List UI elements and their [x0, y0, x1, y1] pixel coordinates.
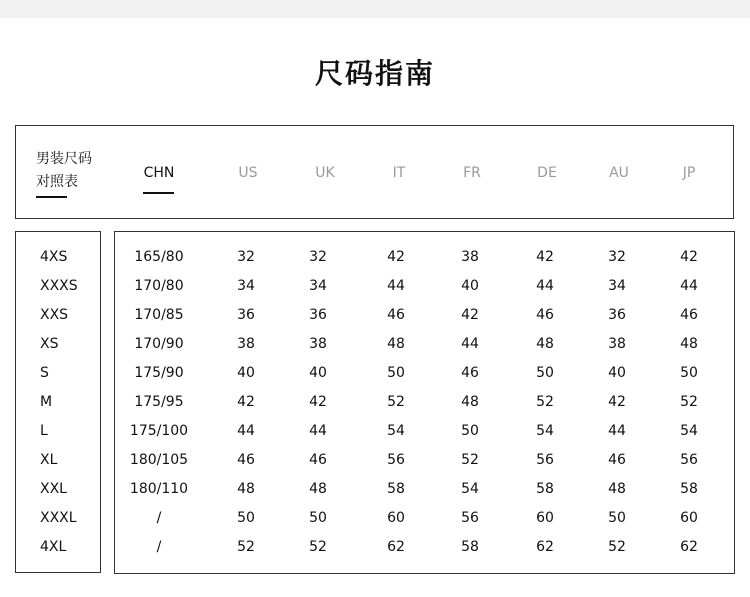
- table-row: [115, 243, 734, 272]
- table-cell-uk: 34: [309, 278, 327, 294]
- table-cell-fr: 56: [461, 510, 479, 526]
- table-row: [115, 272, 734, 301]
- table-cell-jp: 56: [680, 452, 698, 468]
- table-cell-au: 48: [608, 481, 626, 497]
- table-row: [115, 301, 734, 330]
- table-cell-us: 42: [237, 394, 255, 410]
- column-header-uk[interactable]: UK: [315, 165, 335, 181]
- chart-label-underline: [36, 196, 67, 198]
- table-cell-it: 46: [387, 307, 405, 323]
- table-cell-it: 42: [387, 249, 405, 265]
- column-header-au[interactable]: AU: [609, 165, 629, 181]
- table-cell-fr: 52: [461, 452, 479, 468]
- table-cell-de: 50: [536, 365, 554, 381]
- table-cell-fr: 48: [461, 394, 479, 410]
- table-cell-jp: 46: [680, 307, 698, 323]
- table-cell-au: 40: [608, 365, 626, 381]
- table-cell-it: 60: [387, 510, 405, 526]
- column-header-it[interactable]: IT: [392, 165, 406, 181]
- size-label: M: [40, 394, 53, 410]
- table-cell-au: 32: [608, 249, 626, 265]
- size-label: L: [40, 423, 48, 439]
- table-cell-us: 50: [237, 510, 255, 526]
- table-cell-chn: 170/80: [134, 278, 184, 294]
- table-cell-jp: 52: [680, 394, 698, 410]
- table-cell-jp: 42: [680, 249, 698, 265]
- table-cell-chn: 165/80: [134, 249, 184, 265]
- table-cell-jp: 58: [680, 481, 698, 497]
- size-label: XS: [40, 336, 59, 352]
- table-cell-chn: /: [156, 539, 162, 555]
- table-cell-us: 46: [237, 452, 255, 468]
- chart-label-line2: 对照表: [36, 174, 78, 190]
- table-cell-de: 60: [536, 510, 554, 526]
- active-column-underline: [143, 192, 174, 194]
- table-cell-it: 52: [387, 394, 405, 410]
- table-cell-uk: 32: [309, 249, 327, 265]
- table-cell-au: 42: [608, 394, 626, 410]
- column-header-fr[interactable]: FR: [463, 165, 481, 181]
- table-cell-fr: 54: [461, 481, 479, 497]
- table-cell-fr: 46: [461, 365, 479, 381]
- size-chart-header: [15, 125, 734, 219]
- table-row: [115, 533, 734, 562]
- table-cell-fr: 38: [461, 249, 479, 265]
- table-cell-it: 48: [387, 336, 405, 352]
- column-header-us[interactable]: US: [238, 165, 258, 181]
- table-cell-chn: 175/100: [129, 423, 189, 439]
- table-row: [115, 446, 734, 475]
- table-cell-au: 34: [608, 278, 626, 294]
- table-cell-chn: /: [156, 510, 162, 526]
- table-cell-us: 48: [237, 481, 255, 497]
- table-cell-it: 44: [387, 278, 405, 294]
- table-cell-fr: 40: [461, 278, 479, 294]
- size-label: XXXS: [40, 278, 78, 294]
- table-cell-au: 50: [608, 510, 626, 526]
- table-cell-uk: 44: [309, 423, 327, 439]
- table-cell-it: 62: [387, 539, 405, 555]
- table-cell-uk: 36: [309, 307, 327, 323]
- table-row: [115, 417, 734, 446]
- table-cell-us: 44: [237, 423, 255, 439]
- table-cell-de: 44: [536, 278, 554, 294]
- table-cell-de: 54: [536, 423, 554, 439]
- table-cell-uk: 40: [309, 365, 327, 381]
- table-cell-us: 34: [237, 278, 255, 294]
- size-label: XL: [40, 452, 58, 468]
- table-cell-it: 54: [387, 423, 405, 439]
- table-cell-jp: 54: [680, 423, 698, 439]
- table-cell-chn: 175/90: [134, 365, 184, 381]
- table-row: [115, 359, 734, 388]
- table-row: [115, 330, 734, 359]
- table-row: [115, 475, 734, 504]
- page-title: 尺码指南: [314, 57, 435, 90]
- table-cell-de: 62: [536, 539, 554, 555]
- table-cell-uk: 46: [309, 452, 327, 468]
- table-cell-de: 52: [536, 394, 554, 410]
- size-column: [15, 231, 101, 573]
- table-cell-uk: 42: [309, 394, 327, 410]
- table-cell-chn: 175/95: [134, 394, 184, 410]
- table-cell-it: 58: [387, 481, 405, 497]
- size-label: S: [40, 365, 49, 381]
- chart-label-line1: 男装尺码: [36, 151, 92, 167]
- table-cell-au: 36: [608, 307, 626, 323]
- table-cell-it: 56: [387, 452, 405, 468]
- size-label: XXL: [40, 481, 67, 497]
- table-cell-de: 46: [536, 307, 554, 323]
- top-bar: [0, 0, 750, 18]
- table-cell-us: 38: [237, 336, 255, 352]
- table-cell-us: 32: [237, 249, 255, 265]
- table-cell-fr: 44: [461, 336, 479, 352]
- size-label: XXS: [40, 307, 69, 323]
- table-row: [115, 504, 734, 533]
- table-cell-jp: 60: [680, 510, 698, 526]
- table-cell-jp: 50: [680, 365, 698, 381]
- table-cell-jp: 62: [680, 539, 698, 555]
- table-cell-chn: 170/90: [134, 336, 184, 352]
- table-cell-chn: 180/105: [129, 452, 189, 468]
- table-cell-au: 38: [608, 336, 626, 352]
- table-cell-de: 48: [536, 336, 554, 352]
- size-label: 4XS: [40, 249, 68, 265]
- table-cell-it: 50: [387, 365, 405, 381]
- table-cell-jp: 48: [680, 336, 698, 352]
- table-cell-chn: 180/110: [129, 481, 189, 497]
- table-cell-fr: 42: [461, 307, 479, 323]
- size-table: [114, 231, 735, 574]
- table-cell-uk: 52: [309, 539, 327, 555]
- column-header-de[interactable]: DE: [537, 165, 557, 181]
- table-cell-uk: 48: [309, 481, 327, 497]
- table-cell-us: 40: [237, 365, 255, 381]
- table-cell-au: 52: [608, 539, 626, 555]
- table-cell-au: 44: [608, 423, 626, 439]
- table-cell-uk: 38: [309, 336, 327, 352]
- size-label: 4XL: [40, 539, 67, 555]
- column-header-chn[interactable]: CHN: [143, 165, 175, 181]
- table-cell-fr: 58: [461, 539, 479, 555]
- table-cell-us: 52: [237, 539, 255, 555]
- table-cell-fr: 50: [461, 423, 479, 439]
- chart-label: [36, 148, 92, 198]
- table-cell-de: 42: [536, 249, 554, 265]
- table-row: [115, 388, 734, 417]
- table-cell-us: 36: [237, 307, 255, 323]
- table-cell-uk: 50: [309, 510, 327, 526]
- table-cell-jp: 44: [680, 278, 698, 294]
- table-cell-chn: 170/85: [134, 307, 184, 323]
- table-cell-au: 46: [608, 452, 626, 468]
- size-label: XXXL: [40, 510, 77, 526]
- column-header-jp[interactable]: JP: [682, 165, 696, 181]
- table-cell-de: 58: [536, 481, 554, 497]
- table-cell-de: 56: [536, 452, 554, 468]
